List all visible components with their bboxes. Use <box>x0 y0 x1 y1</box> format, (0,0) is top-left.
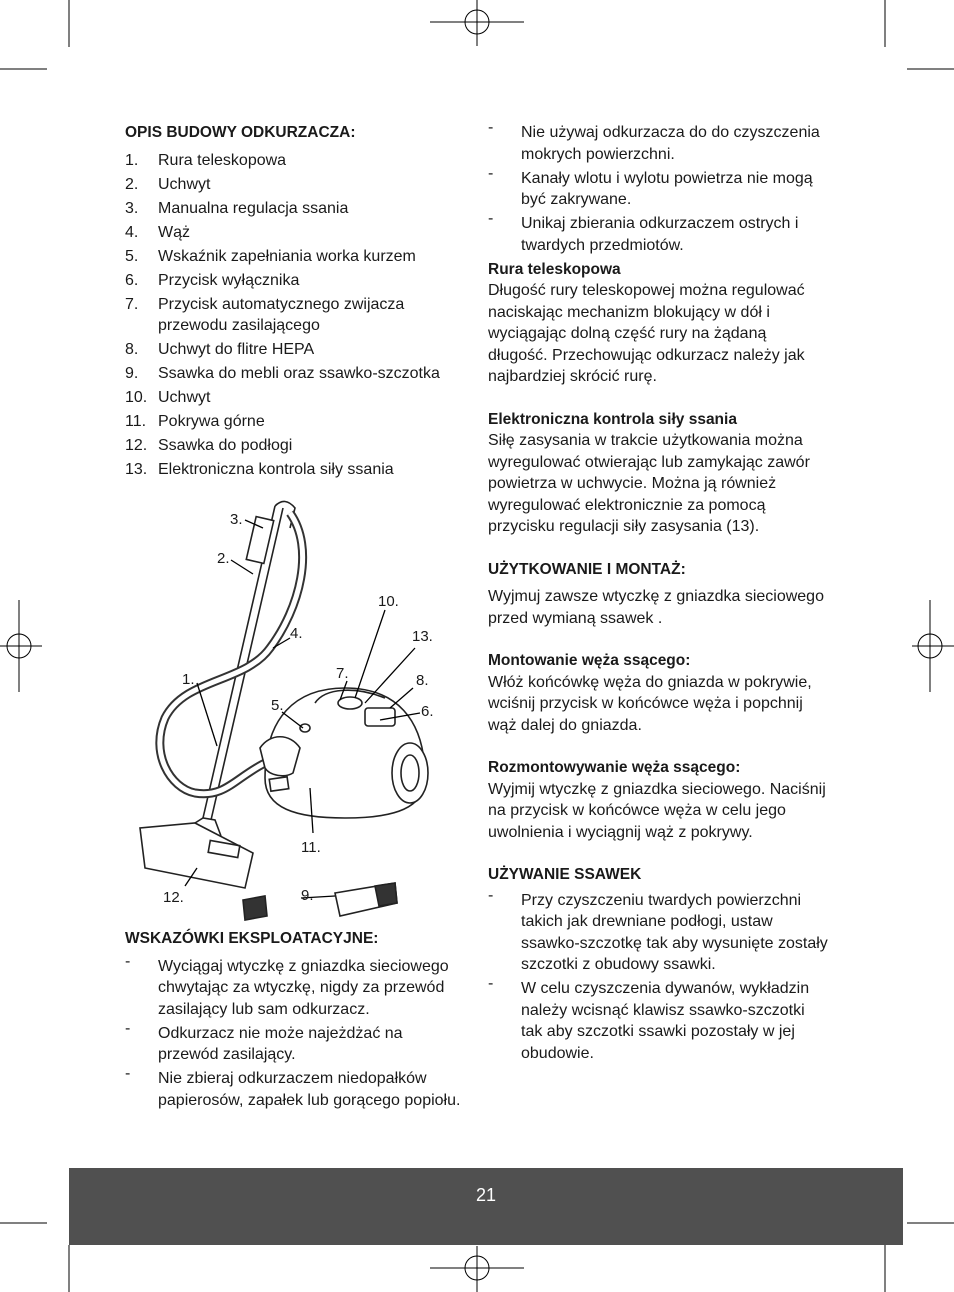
list-item: 5. Wskaźnik zapełniania worka kurzem <box>125 247 416 265</box>
mount-text: Włóż końcówkę węża do gniazda w pokrywie, wciśnij przycisk w końcówce węża i popchnij wąż dalej do gniazda. <box>488 673 812 734</box>
list-item: - Unikaj zbierania odkurzaczem ostrych i twardych przedmiotów. <box>488 210 799 254</box>
vacuum-cleaner-diagram <box>125 488 434 923</box>
tips-list <box>125 952 465 1112</box>
tips-continued-list <box>488 119 828 256</box>
parts-heading: OPIS BUDOWY ODKURZACZA: <box>125 124 356 141</box>
suction-text: Siłę zasysania w trakcie użytkowania można wyregulować otwierając lub zamykając zawór powietrza w uchwycie. Można ją również wyregulować elektronicznie za pomocą przycisku regulacji siły zasysania (13). <box>488 432 810 535</box>
list-item: 9. Ssawka do mebli oraz ssawko-szczotka <box>125 365 440 382</box>
list-item: - Kanały wlotu i wylotu powietrza nie mogą być zakrywane. <box>488 164 813 208</box>
label-7: 7. <box>336 665 349 682</box>
left-column <box>125 122 465 483</box>
label-6: 6. <box>421 703 434 720</box>
parts-list <box>125 150 465 481</box>
list-item: - Nie używaj odkurzacza do do czyszczenia mokrych powierzchni. <box>488 119 820 163</box>
label-4: 4. <box>290 625 303 642</box>
list-item: 3. Manualna regulacja ssania <box>125 199 349 217</box>
usage-text: Wyjmuj zawsze wtyczkę z gniazdka sieciowego przed wymianą ssawek . <box>488 588 824 627</box>
label-10: 10. <box>378 593 399 610</box>
page-number: 21 <box>475 1185 497 1205</box>
list-item: - Odkurzacz nie może najeżdżać na przewód zasilający. <box>125 1019 403 1063</box>
list-item: 4. Wąż <box>125 223 190 241</box>
label-12: 12. <box>163 889 184 906</box>
mount-heading: Montowanie węża ssącego: <box>488 652 691 669</box>
usage-heading: UŻYTKOWANIE I MONTAŻ: <box>488 560 686 578</box>
list-item: 10. Uchwyt <box>125 389 211 406</box>
list-item: 11. Pokrywa górne <box>125 413 265 430</box>
list-item: - W celu czyszczenia dywanów, wykładzin należy wcisnąć klawisz ssawko-szczotki tak aby szczotki ssawki pozostały w jej obudowie. <box>488 975 810 1062</box>
right-column <box>488 119 828 1067</box>
label-8: 8. <box>416 672 429 689</box>
tips-heading: WSKAZÓWKI EKSPLOATACYJNE: <box>125 930 379 947</box>
label-11: 11. <box>301 839 321 856</box>
unmount-heading: Rozmontowywanie węża ssącego: <box>488 759 741 776</box>
list-item: - Wyciągaj wtyczkę z gniazdka sieciowego chwytając za wtyczkę, nigdy za przewód zasilający lub sam odkurzacz. <box>125 952 449 1018</box>
tips-section <box>125 928 465 1114</box>
list-item: 1. Rura teleskopowa <box>125 151 287 169</box>
nozzles-list <box>488 886 828 1065</box>
suction-heading: Elektroniczna kontrola siły ssania <box>488 410 737 428</box>
tube-heading: Rura teleskopowa <box>488 260 621 278</box>
unmount-text: Wyjmij wtyczkę z gniazdka sieciowego. Naciśnij na przycisk w końcówce węża w celu jego uwolnienia i wyciągnij wąż z pokrywy. <box>488 780 826 841</box>
list-item: 6. Przycisk wyłącznika <box>125 271 300 289</box>
list-item: 12. Ssawka do podłogi <box>125 437 293 454</box>
list-item: - Przy czyszczeniu twardych powierzchni takich jak drewniane podłogi, ustaw ssawko-szczotkę tak aby wysunięte zostały szczotki z obudowy ssawki. <box>488 886 828 973</box>
label-5: 5. <box>271 697 284 714</box>
label-2: 2. <box>217 550 230 567</box>
list-item: - Nie zbieraj odkurzaczem niedopałków papierosów, zapałek lub gorącego popiołu. <box>125 1065 461 1109</box>
list-item: 2. Uchwyt <box>125 175 211 193</box>
footer-bar <box>69 1168 903 1245</box>
label-1: 1. <box>182 671 195 688</box>
tube-text: Długość rury teleskopowej można regulować naciskając mechanizm blokujący w dół i wyciągając dolną część rury na żądaną długość. Przechowując odkurzacz należy jak najbardziej skrócić rurę. <box>488 282 805 385</box>
list-item: 7. Przycisk automatycznego zwijacza przewodu zasilającego <box>125 295 405 334</box>
label-3: 3. <box>230 511 243 528</box>
label-9: 9. <box>301 887 314 904</box>
list-item: 8. Uchwyt do flitre HEPA <box>125 341 315 358</box>
label-13: 13. <box>412 628 433 645</box>
list-item: 13. Elektroniczna kontrola siły ssania <box>125 461 394 478</box>
nozzles-heading: UŻYWANIE SSAWEK <box>488 866 642 883</box>
